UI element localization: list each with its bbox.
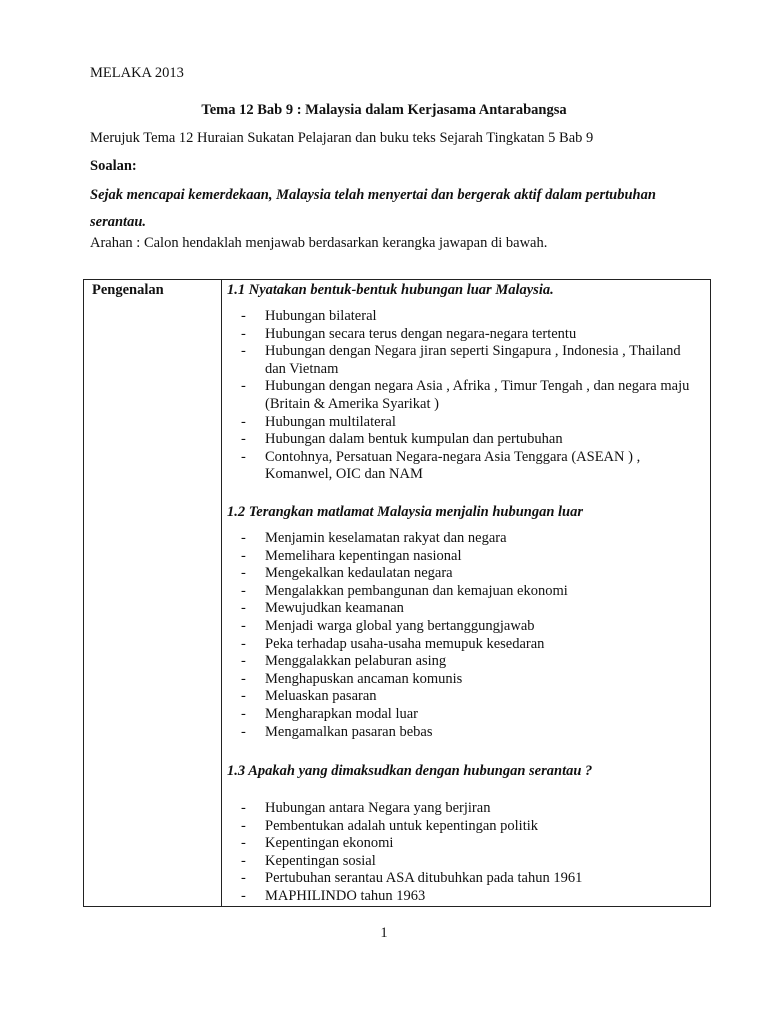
reference-text: Merujuk Tema 12 Huraian Sukatan Pelajaran dan buku teks Sejarah Tingkatan 5 Bab 9	[90, 130, 594, 146]
list-item: - Menjadi warga global yang bertanggungjawab	[227, 618, 697, 636]
section-title: 1.2 Terangkan matlamat Malaysia menjalin hubungan luar	[227, 504, 584, 520]
section-list	[227, 530, 697, 741]
document-header: MELAKA 2013	[90, 65, 184, 81]
list-item: - Hubungan antara Negara yang berjiran	[227, 800, 697, 818]
section-title: 1.1 Nyatakan bentuk-bentuk hubungan luar Malaysia.	[227, 282, 554, 298]
list-item: - Mengekalkan kedaulatan negara	[227, 565, 697, 583]
list-item: - Mengamalkan pasaran bebas	[227, 724, 697, 742]
list-item: - Hubungan dengan Negara jiran seperti Singapura , Indonesia , Thailand dan Vietnam	[227, 343, 697, 378]
list-item: - Memelihara kepentingan nasional	[227, 548, 697, 566]
list-item: - Hubungan secara terus dengan negara-negara tertentu	[227, 326, 697, 344]
list-item: - MAPHILINDO tahun 1963	[227, 888, 697, 906]
list-item: - Hubungan dalam bentuk kumpulan dan pertubuhan	[227, 431, 697, 449]
list-item: - Pertubuhan serantau ASA ditubuhkan pada tahun 1961	[227, 870, 697, 888]
list-item: - Contohnya, Persatuan Negara-negara Asia Tenggara (ASEAN ) , Komanwel, OIC dan NAM	[227, 449, 697, 484]
list-item: - Mengharapkan modal luar	[227, 706, 697, 724]
list-item: - Hubungan bilateral	[227, 308, 697, 326]
question-label: Soalan:	[90, 158, 137, 174]
list-item: - Kepentingan sosial	[227, 853, 697, 871]
list-item: - Hubungan dengan negara Asia , Afrika , Timur Tengah , dan negara maju (Britain & Amerika Syarikat )	[227, 378, 697, 413]
list-item: - Menjamin keselamatan rakyat dan negara	[227, 530, 697, 548]
list-item: - Mewujudkan keamanan	[227, 600, 697, 618]
row-label: Pengenalan	[92, 282, 164, 298]
list-item: - Menggalakkan pelaburan asing	[227, 653, 697, 671]
list-item: - Peka terhadap usaha-usaha memupuk kesedaran	[227, 636, 697, 654]
answer-framework-table	[83, 279, 711, 907]
list-item: - Menghapuskan ancaman komunis	[227, 671, 697, 689]
list-item: - Kepentingan ekonomi	[227, 835, 697, 853]
column-divider	[221, 280, 222, 906]
section-list	[227, 308, 697, 484]
list-item: - Hubungan multilateral	[227, 414, 697, 432]
section-title: 1.3 Apakah yang dimaksudkan dengan hubungan serantau ?	[227, 763, 593, 779]
question-text: Sejak mencapai kemerdekaan, Malaysia telah menyertai dan bergerak aktif dalam pertubuhan serantau.	[90, 187, 656, 230]
list-item: - Meluaskan pasaran	[227, 688, 697, 706]
document-title: Tema 12 Bab 9 : Malaysia dalam Kerjasama Antarabangsa	[201, 102, 567, 118]
instruction-text: Arahan : Calon hendaklah menjawab berdasarkan kerangka jawapan di bawah.	[90, 235, 548, 251]
list-item: - Mengalakkan pembangunan dan kemajuan ekonomi	[227, 583, 697, 601]
page-number: 1	[380, 925, 388, 941]
list-item: - Pembentukan adalah untuk kepentingan politik	[227, 818, 697, 836]
section-list	[227, 800, 697, 906]
